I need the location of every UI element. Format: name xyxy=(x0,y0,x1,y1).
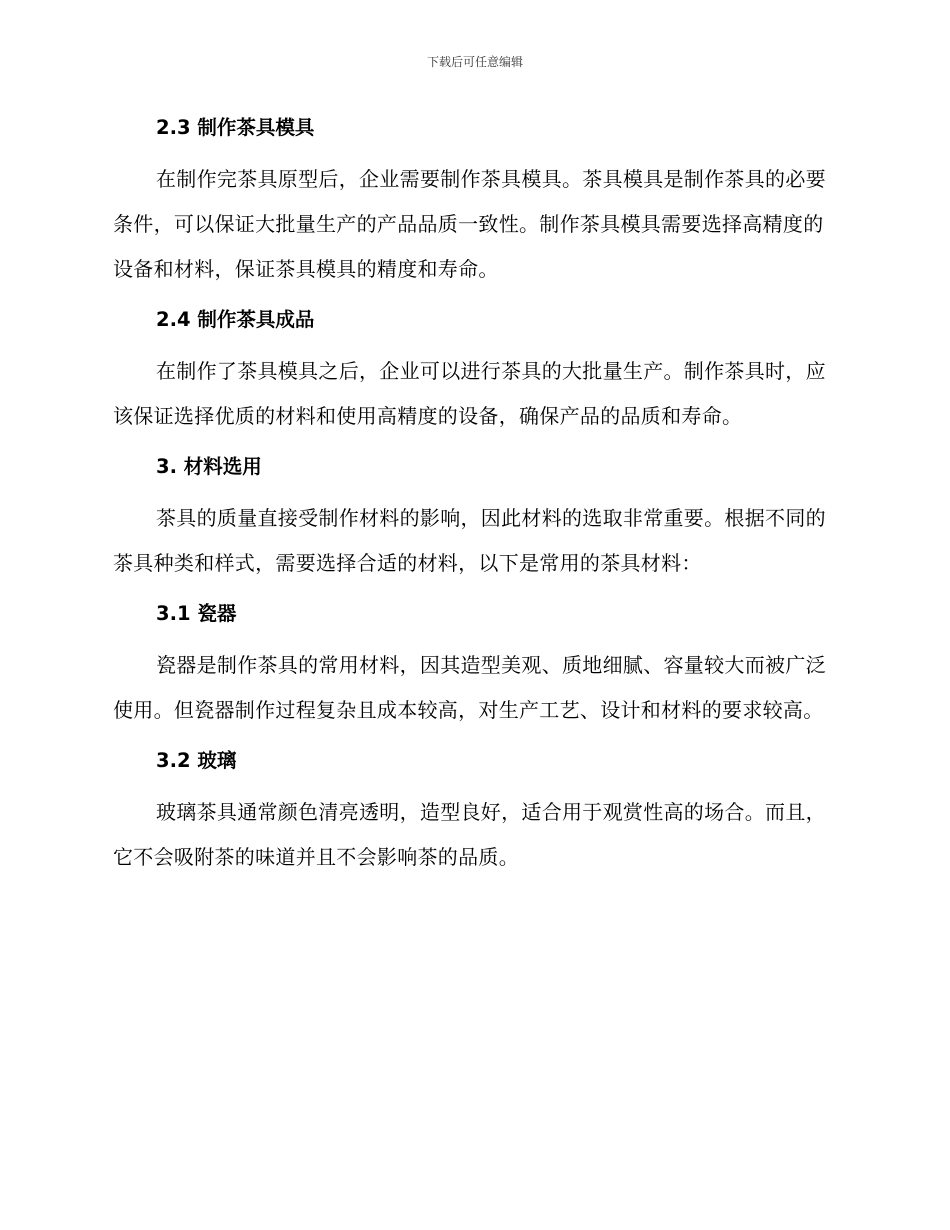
paragraph-line: 玻璃茶具通常颜色清亮透明，造型良好，适合用于观赏性高的场合。而 xyxy=(156,800,786,824)
section-3-1 xyxy=(113,598,833,733)
paragraph-line: 求较高。 xyxy=(742,698,824,722)
section-heading: 3.2 玻璃 xyxy=(156,749,237,772)
paragraph-line: 命。 xyxy=(701,404,743,428)
paragraph-line: 时，应该保证选择优质的材料和使用高精度的设备，确保产品的品质和寿 xyxy=(113,359,826,428)
section-paragraph xyxy=(113,157,833,292)
section-heading: 3.1 瓷器 xyxy=(156,602,237,625)
section-2-3 xyxy=(113,112,833,292)
section-paragraph xyxy=(113,790,833,880)
section-paragraph xyxy=(113,349,833,439)
paragraph-line: 高精度的设备和材料，保证茶具模具的精度和寿命。 xyxy=(113,212,824,281)
paragraph-line: 瓷器是制作茶具的常用材料，因其造型美观、质地细腻、容量较大而被 xyxy=(156,653,786,677)
paragraph-line: 在制作完茶具原型后，企业需要制作茶具模具。茶具模具是制作茶具的 xyxy=(156,167,786,191)
section-2-4 xyxy=(113,304,833,439)
paragraph-line: 且，它不会吸附茶的味道并且不会影响茶的品质。 xyxy=(113,800,826,869)
section-heading: 2.4 制作茶具成品 xyxy=(156,308,315,331)
section-3 xyxy=(113,451,833,586)
section-heading: 2.3 制作茶具模具 xyxy=(156,116,315,139)
section-heading: 3. 材料选用 xyxy=(156,455,262,478)
paragraph-line: 在制作了茶具模具之后，企业可以进行茶具的大批量生产。制作茶具 xyxy=(156,359,765,383)
paragraph-line: 广泛使用。但瓷器制作过程复杂且成本较高，对生产工艺、设计和材料的要 xyxy=(113,653,826,722)
paragraph-line: 同的茶具种类和样式，需要选择合适的材料，以下是常用的茶具材料： xyxy=(113,506,826,575)
paragraph-line: 必要条件，可以保证大批量生产的产品品质一致性。制作茶具模具需要选择 xyxy=(113,167,826,236)
section-paragraph xyxy=(113,643,833,733)
header-note: 下载后可任意编辑 xyxy=(426,55,523,69)
document-body xyxy=(113,112,833,880)
section-3-2 xyxy=(113,745,833,880)
paragraph-line: 茶具的质量直接受制作材料的影响，因此材料的选取非常重要。根据不 xyxy=(156,506,786,530)
section-paragraph xyxy=(113,496,833,586)
